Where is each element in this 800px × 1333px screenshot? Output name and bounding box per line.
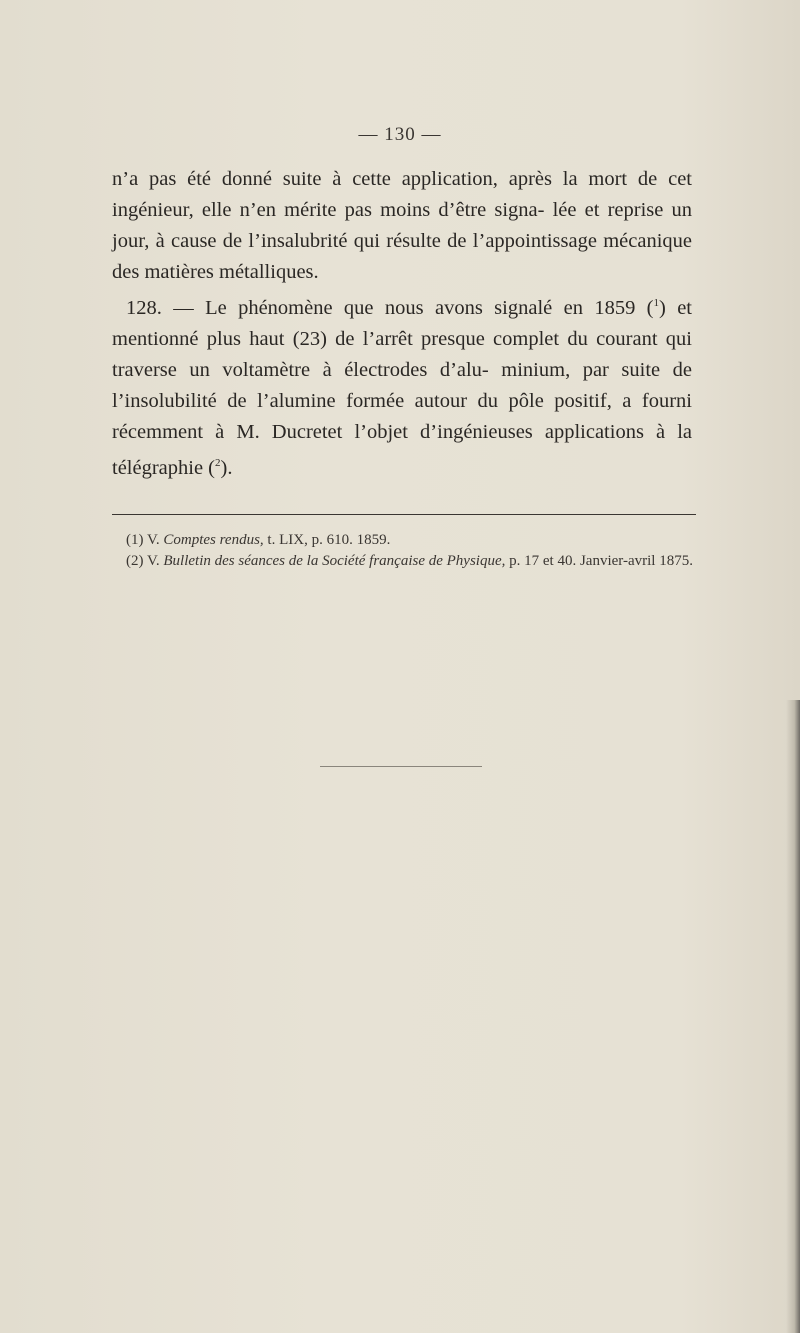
footnote-ref-1[interactable]: 1 bbox=[653, 297, 660, 309]
paragraph-number: 128. bbox=[126, 297, 162, 319]
footnote-rest: p. 17 et 40. Janvier-avril 1875. bbox=[505, 553, 693, 569]
paragraph-128 bbox=[112, 288, 692, 484]
footnote-marker: (2) bbox=[126, 553, 144, 569]
footnote-divider bbox=[112, 514, 696, 515]
footnote-rest: t. LIX, p. 610. 1859. bbox=[263, 532, 391, 548]
bottom-divider bbox=[320, 766, 482, 767]
footnotes bbox=[112, 530, 696, 572]
footnote-prefix: V. bbox=[143, 553, 164, 569]
footnote-1 bbox=[112, 530, 696, 551]
paragraph-continuation: n’a pas été donné suite à cette application, après la mort de cet ingénieur, elle n’en mérite pas moins d’être signa- lée et reprise un jour, à cause de l’insalubrité qui résulte de l’appointissage mécanique des matières métalliques. bbox=[112, 168, 692, 283]
page-edge-shadow bbox=[786, 700, 800, 1333]
paragraph-text-part-2: ) et mentionné plus haut (23) de l’arrêt presque complet du courant qui traverse un voltamètre à électrodes d’alu- minium, par suite de l’insolubilité de l’alumine formée autour du pôle positif, a fourni récemment à M. Ducretet l’objet d’ingénieuses applications à la télégraphie ( bbox=[112, 297, 692, 479]
paragraph-text-part-3: ). bbox=[220, 457, 233, 479]
main-text bbox=[112, 164, 692, 484]
footnote-title: Bulletin des séances de la Société française de Physique, bbox=[163, 553, 506, 569]
footnote-ref-2[interactable]: 2 bbox=[215, 457, 221, 469]
footnote-title: Comptes rendus, bbox=[163, 532, 264, 548]
paragraph-text-part-1: — Le phénomène que nous avons signalé en 1859 ( bbox=[161, 297, 654, 319]
footnote-prefix: V. bbox=[143, 532, 164, 548]
page-number: — 130 — bbox=[358, 124, 442, 145]
footnote-marker: (1) bbox=[126, 532, 144, 548]
footnote-2 bbox=[112, 551, 696, 572]
